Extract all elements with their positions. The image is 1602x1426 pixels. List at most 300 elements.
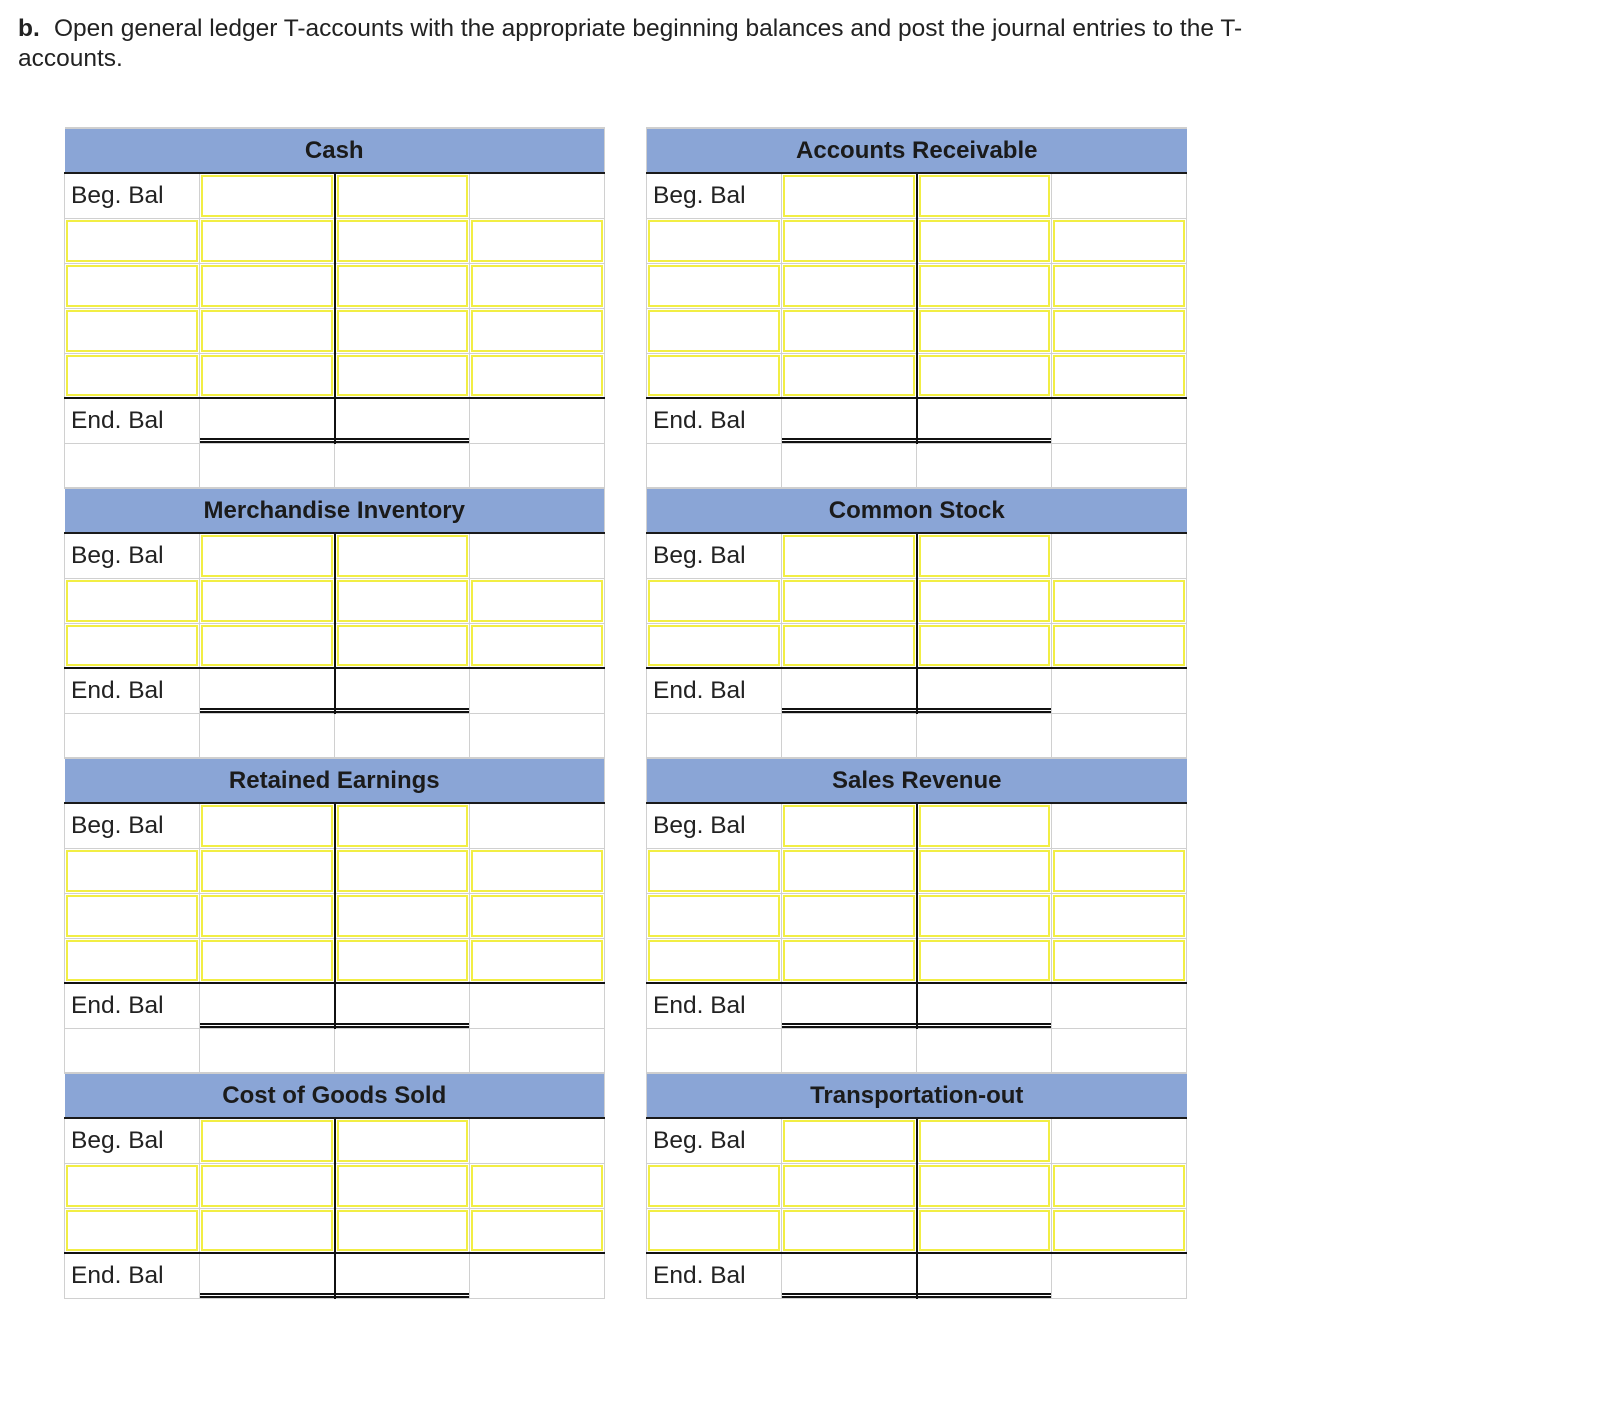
column-gap (605, 1073, 647, 1118)
entry-row (65, 353, 1187, 398)
sales-revenue-debit-cell (782, 848, 917, 893)
sales-revenue-ref-right-input-3[interactable] (1053, 940, 1185, 982)
cost-of-goods-sold-beg-bal-credit-cell (335, 1118, 470, 1163)
retained-earnings-ref-right-cell (470, 938, 605, 983)
common-stock-ref-left-input-1[interactable] (648, 580, 780, 622)
common-stock-end-bal-label: End. Bal (647, 668, 782, 713)
sales-revenue-beg-bal-debit-cell (782, 803, 917, 848)
common-stock-ref-right-input-2[interactable] (1053, 625, 1185, 667)
retained-earnings-ref-left-cell (65, 893, 200, 938)
transportation-out-end-bal-blank (1052, 1253, 1187, 1298)
cost-of-goods-sold-credit-cell (335, 1163, 470, 1208)
transportation-out-ref-left-cell (647, 1163, 782, 1208)
merchandise-inventory-beg-bal-label: Beg. Bal (65, 533, 200, 578)
cash-ref-left-input-1[interactable] (66, 220, 198, 262)
retained-earnings-ref-left-input-2[interactable] (66, 895, 198, 937)
accounts-receivable-beg-bal-credit-cell (917, 173, 1052, 218)
accounts-receivable-ref-right-cell (1052, 218, 1187, 263)
cash-debit-input-3[interactable] (201, 310, 333, 352)
end-bal-row (65, 668, 1187, 713)
entry-row (65, 623, 1187, 668)
retained-earnings-credit-input-2[interactable] (337, 895, 469, 937)
cost-of-goods-sold-end-bal-debit (200, 1253, 335, 1298)
cost-of-goods-sold-ref-right-input-2[interactable] (471, 1210, 603, 1252)
transportation-out-beg-bal-blank (1052, 1118, 1187, 1163)
accounts-receivable-end-bal-credit (917, 398, 1052, 443)
retained-earnings-ref-right-input-1[interactable] (471, 850, 603, 892)
cash-ref-right-cell (470, 308, 605, 353)
spacer-cell (1052, 1028, 1187, 1073)
spacer-cell (335, 1028, 470, 1073)
common-stock-ref-left-input-2[interactable] (648, 625, 780, 667)
accounts-receivable-credit-input-2[interactable] (919, 265, 1051, 307)
end-bal-row (65, 1253, 1187, 1298)
cash-beg-bal-blank (470, 173, 605, 218)
cash-ref-right-cell (470, 263, 605, 308)
entry-row (65, 938, 1187, 983)
transportation-out-ref-right-input-2[interactable] (1053, 1210, 1185, 1252)
column-gap (605, 398, 647, 443)
accounts-receivable-ref-left-cell (647, 218, 782, 263)
spacer-cell (647, 1028, 782, 1073)
sales-revenue-credit-cell (917, 938, 1052, 983)
merchandise-inventory-debit-input-2[interactable] (201, 625, 333, 667)
accounts-receivable-debit-input-4[interactable] (783, 355, 915, 397)
transportation-out-end-bal-debit (782, 1253, 917, 1298)
cash-ref-right-input-4[interactable] (471, 355, 603, 397)
merchandise-inventory-ref-right-input-2[interactable] (471, 625, 603, 667)
cash-ref-right-input-1[interactable] (471, 220, 603, 262)
transportation-out-ref-left-input-2[interactable] (648, 1210, 780, 1252)
cost-of-goods-sold-credit-input-2[interactable] (337, 1210, 469, 1252)
retained-earnings-credit-cell (335, 848, 470, 893)
cash-credit-input-3[interactable] (337, 310, 469, 352)
retained-earnings-ref-right-cell (470, 893, 605, 938)
transportation-out-ref-right-cell (1052, 1208, 1187, 1253)
sales-revenue-ref-right-cell (1052, 893, 1187, 938)
transportation-out-debit-input-1[interactable] (783, 1165, 915, 1207)
column-gap (605, 938, 647, 983)
sales-revenue-debit-input-1[interactable] (783, 850, 915, 892)
spacer-row (65, 713, 1187, 758)
common-stock-beg-bal-credit-input-0[interactable] (919, 535, 1051, 577)
spacer-cell (647, 713, 782, 758)
merchandise-inventory-beg-bal-blank (470, 533, 605, 578)
column-gap (605, 578, 647, 623)
transportation-out-debit-input-2[interactable] (783, 1210, 915, 1252)
cost-of-goods-sold-debit-cell (200, 1163, 335, 1208)
sales-revenue-beg-bal-debit-input-0[interactable] (783, 805, 915, 847)
common-stock-ref-right-cell (1052, 578, 1187, 623)
cash-ref-left-cell (65, 218, 200, 263)
cost-of-goods-sold-end-bal-label: End. Bal (65, 1253, 200, 1298)
transportation-out-end-bal-credit (917, 1253, 1052, 1298)
spacer-cell (470, 1028, 605, 1073)
merchandise-inventory-end-bal-credit (335, 668, 470, 713)
retained-earnings-debit-cell (200, 848, 335, 893)
cash-credit-cell (335, 353, 470, 398)
accounts-receivable-credit-cell (917, 353, 1052, 398)
cost-of-goods-sold-ref-left-cell (65, 1163, 200, 1208)
cost-of-goods-sold-ref-right-cell (470, 1208, 605, 1253)
transportation-out-ref-left-cell (647, 1208, 782, 1253)
cash-ref-right-input-3[interactable] (471, 310, 603, 352)
column-gap (605, 623, 647, 668)
transportation-out-beg-bal-label: Beg. Bal (647, 1118, 782, 1163)
sales-revenue-end-bal-credit (917, 983, 1052, 1028)
accounts-receivable-debit-cell (782, 308, 917, 353)
retained-earnings-end-bal-credit (335, 983, 470, 1028)
cost-of-goods-sold-debit-input-2[interactable] (201, 1210, 333, 1252)
beg-bal-row (65, 533, 1187, 578)
transportation-out-beg-bal-credit-input-0[interactable] (919, 1120, 1051, 1162)
accounts-receivable-ref-right-cell (1052, 353, 1187, 398)
common-stock-debit-cell (782, 578, 917, 623)
retained-earnings-beg-bal-credit-cell (335, 803, 470, 848)
transportation-out-beg-bal-debit-input-0[interactable] (783, 1120, 915, 1162)
retained-earnings-debit-cell (200, 893, 335, 938)
cost-of-goods-sold-ref-left-input-1[interactable] (66, 1165, 198, 1207)
transportation-out-credit-cell (917, 1208, 1052, 1253)
cash-credit-cell (335, 263, 470, 308)
entry-row (65, 848, 1187, 893)
column-gap (605, 173, 647, 218)
cost-of-goods-sold-ref-left-input-2[interactable] (66, 1210, 198, 1252)
sales-revenue-credit-cell (917, 848, 1052, 893)
cash-ref-right-cell (470, 218, 605, 263)
accounts-receivable-ref-left-input-1[interactable] (648, 220, 780, 262)
spacer-cell (782, 713, 917, 758)
sales-revenue-ref-left-cell (647, 938, 782, 983)
sales-revenue-debit-cell (782, 893, 917, 938)
cost-of-goods-sold-debit-input-1[interactable] (201, 1165, 333, 1207)
spacer-cell (65, 713, 200, 758)
common-stock-beg-bal-credit-cell (917, 533, 1052, 578)
spacer-row (65, 1028, 1187, 1073)
spacer-cell (1052, 443, 1187, 488)
cost-of-goods-sold-debit-cell (200, 1208, 335, 1253)
accounts-receivable-credit-input-1[interactable] (919, 220, 1051, 262)
sales-revenue-end-bal-label: End. Bal (647, 983, 782, 1028)
transportation-out-debit-cell (782, 1208, 917, 1253)
accounts-receivable-ref-right-cell (1052, 263, 1187, 308)
end-bal-row (65, 398, 1187, 443)
sales-revenue-beg-bal-label: Beg. Bal (647, 803, 782, 848)
sales-revenue-beg-bal-blank (1052, 803, 1187, 848)
accounts-receivable-ref-right-input-2[interactable] (1053, 265, 1185, 307)
cash-beg-bal-debit-cell (200, 173, 335, 218)
beg-bal-row (65, 803, 1187, 848)
column-gap (605, 1163, 647, 1208)
merchandise-inventory-credit-input-2[interactable] (337, 625, 469, 667)
retained-earnings-beg-bal-credit-input-0[interactable] (337, 805, 469, 847)
cost-of-goods-sold-credit-cell (335, 1208, 470, 1253)
column-gap (605, 758, 647, 803)
cash-credit-input-2[interactable] (337, 265, 469, 307)
common-stock-credit-cell (917, 623, 1052, 668)
beg-bal-row (65, 173, 1187, 218)
entry-row (65, 578, 1187, 623)
sales-revenue-beg-bal-credit-cell (917, 803, 1052, 848)
column-gap (605, 308, 647, 353)
cash-ref-left-input-4[interactable] (66, 355, 198, 397)
retained-earnings-ref-right-input-2[interactable] (471, 895, 603, 937)
cash-credit-input-4[interactable] (337, 355, 469, 397)
sales-revenue-ref-left-input-3[interactable] (648, 940, 780, 982)
retained-earnings-credit-input-1[interactable] (337, 850, 469, 892)
accounts-receivable-debit-input-3[interactable] (783, 310, 915, 352)
spacer-cell (470, 713, 605, 758)
spacer-cell (1052, 713, 1187, 758)
accounts-receivable-ref-left-input-4[interactable] (648, 355, 780, 397)
merchandise-inventory-end-bal-label: End. Bal (65, 668, 200, 713)
merchandise-inventory-credit-cell (335, 623, 470, 668)
merchandise-inventory-ref-left-input-2[interactable] (66, 625, 198, 667)
retained-earnings-debit-input-2[interactable] (201, 895, 333, 937)
cash-debit-input-4[interactable] (201, 355, 333, 397)
sales-revenue-ref-left-input-1[interactable] (648, 850, 780, 892)
column-gap (605, 443, 647, 488)
retained-earnings-ref-right-input-3[interactable] (471, 940, 603, 982)
spacer-cell (200, 443, 335, 488)
cash-end-bal-credit (335, 398, 470, 443)
cash-ref-right-input-2[interactable] (471, 265, 603, 307)
cash-ref-left-input-3[interactable] (66, 310, 198, 352)
spacer-cell (200, 1028, 335, 1073)
cost-of-goods-sold-ref-left-cell (65, 1208, 200, 1253)
cost-of-goods-sold-credit-input-1[interactable] (337, 1165, 469, 1207)
sales-revenue-ref-right-cell (1052, 848, 1187, 893)
transportation-out-credit-cell (917, 1163, 1052, 1208)
accounts-receivable-debit-input-1[interactable] (783, 220, 915, 262)
sales-revenue-debit-cell (782, 938, 917, 983)
sales-revenue-end-bal-debit (782, 983, 917, 1028)
accounts-receivable-beg-bal-debit-input-0[interactable] (783, 175, 915, 217)
common-stock-credit-input-2[interactable] (919, 625, 1051, 667)
retained-earnings-beg-bal-debit-cell (200, 803, 335, 848)
spacer-cell (65, 443, 200, 488)
retained-earnings-beg-bal-blank (470, 803, 605, 848)
transportation-out-beg-bal-credit-cell (917, 1118, 1052, 1163)
cash-ref-left-cell (65, 308, 200, 353)
merchandise-inventory-beg-bal-credit-input-0[interactable] (337, 535, 469, 577)
sales-revenue-beg-bal-credit-input-0[interactable] (919, 805, 1051, 847)
column-gap (605, 893, 647, 938)
retained-earnings-credit-cell (335, 938, 470, 983)
cash-ref-right-cell (470, 353, 605, 398)
transportation-out-credit-input-2[interactable] (919, 1210, 1051, 1252)
column-gap (605, 263, 647, 308)
transportation-out-account-title: Transportation-out (647, 1073, 1187, 1118)
accounts-receivable-beg-bal-credit-input-0[interactable] (919, 175, 1051, 217)
merchandise-inventory-ref-right-cell (470, 578, 605, 623)
retained-earnings-debit-input-1[interactable] (201, 850, 333, 892)
cost-of-goods-sold-end-bal-blank (470, 1253, 605, 1298)
sales-revenue-ref-left-input-2[interactable] (648, 895, 780, 937)
cash-credit-input-1[interactable] (337, 220, 469, 262)
retained-earnings-debit-input-3[interactable] (201, 940, 333, 982)
merchandise-inventory-beg-bal-debit-cell (200, 533, 335, 578)
accounts-receivable-ref-right-cell (1052, 308, 1187, 353)
retained-earnings-end-bal-blank (470, 983, 605, 1028)
merchandise-inventory-ref-left-cell (65, 578, 200, 623)
transportation-out-beg-bal-debit-cell (782, 1118, 917, 1163)
accounts-receivable-end-bal-label: End. Bal (647, 398, 782, 443)
cost-of-goods-sold-beg-bal-debit-cell (200, 1118, 335, 1163)
retained-earnings-ref-left-input-1[interactable] (66, 850, 198, 892)
sales-revenue-debit-input-3[interactable] (783, 940, 915, 982)
transportation-out-ref-left-input-1[interactable] (648, 1165, 780, 1207)
header-row (65, 488, 1187, 533)
sales-revenue-ref-right-input-1[interactable] (1053, 850, 1185, 892)
retained-earnings-credit-input-3[interactable] (337, 940, 469, 982)
cash-debit-cell (200, 218, 335, 263)
merchandise-inventory-ref-right-cell (470, 623, 605, 668)
common-stock-ref-left-cell (647, 623, 782, 668)
cost-of-goods-sold-beg-bal-debit-input-0[interactable] (201, 1120, 333, 1162)
spacer-cell (782, 1028, 917, 1073)
cash-beg-bal-label: Beg. Bal (65, 173, 200, 218)
accounts-receivable-credit-input-3[interactable] (919, 310, 1051, 352)
transportation-out-debit-cell (782, 1163, 917, 1208)
common-stock-end-bal-debit (782, 668, 917, 713)
column-gap (605, 533, 647, 578)
merchandise-inventory-ref-right-input-1[interactable] (471, 580, 603, 622)
question-prompt (18, 14, 1278, 74)
spacer-cell (917, 443, 1052, 488)
retained-earnings-end-bal-label: End. Bal (65, 983, 200, 1028)
common-stock-credit-cell (917, 578, 1052, 623)
t-accounts-ledger (64, 127, 1187, 1299)
sales-revenue-debit-input-2[interactable] (783, 895, 915, 937)
transportation-out-credit-input-1[interactable] (919, 1165, 1051, 1207)
merchandise-inventory-end-bal-blank (470, 668, 605, 713)
column-gap (605, 488, 647, 533)
common-stock-end-bal-credit (917, 668, 1052, 713)
accounts-receivable-debit-input-2[interactable] (783, 265, 915, 307)
common-stock-end-bal-blank (1052, 668, 1187, 713)
merchandise-inventory-beg-bal-debit-input-0[interactable] (201, 535, 333, 577)
cash-end-bal-label: End. Bal (65, 398, 200, 443)
sales-revenue-ref-right-cell (1052, 938, 1187, 983)
spacer-cell (782, 443, 917, 488)
accounts-receivable-beg-bal-label: Beg. Bal (647, 173, 782, 218)
merchandise-inventory-credit-cell (335, 578, 470, 623)
retained-earnings-credit-cell (335, 893, 470, 938)
merchandise-inventory-end-bal-debit (200, 668, 335, 713)
cost-of-goods-sold-beg-bal-label: Beg. Bal (65, 1118, 200, 1163)
question-label: b. (18, 15, 40, 42)
merchandise-inventory-beg-bal-credit-cell (335, 533, 470, 578)
beg-bal-row (65, 1118, 1187, 1163)
spacer-cell (335, 443, 470, 488)
accounts-receivable-debit-cell (782, 218, 917, 263)
retained-earnings-ref-left-cell (65, 938, 200, 983)
cash-beg-bal-debit-input-0[interactable] (201, 175, 333, 217)
cash-debit-input-1[interactable] (201, 220, 333, 262)
accounts-receivable-credit-cell (917, 263, 1052, 308)
retained-earnings-ref-left-cell (65, 848, 200, 893)
retained-earnings-beg-bal-debit-input-0[interactable] (201, 805, 333, 847)
column-gap (605, 1208, 647, 1253)
cash-debit-cell (200, 353, 335, 398)
header-row (65, 758, 1187, 803)
merchandise-inventory-ref-left-input-1[interactable] (66, 580, 198, 622)
cash-end-bal-debit (200, 398, 335, 443)
entry-row (65, 218, 1187, 263)
entry-row (65, 1163, 1187, 1208)
entry-row (65, 1208, 1187, 1253)
accounts-receivable-end-bal-blank (1052, 398, 1187, 443)
retained-earnings-end-bal-debit (200, 983, 335, 1028)
sales-revenue-ref-left-cell (647, 893, 782, 938)
accounts-receivable-debit-cell (782, 353, 917, 398)
cash-beg-bal-credit-cell (335, 173, 470, 218)
retained-earnings-debit-cell (200, 938, 335, 983)
retained-earnings-beg-bal-label: Beg. Bal (65, 803, 200, 848)
accounts-receivable-account-title: Accounts Receivable (647, 128, 1187, 173)
common-stock-ref-left-cell (647, 578, 782, 623)
common-stock-ref-right-input-1[interactable] (1053, 580, 1185, 622)
header-row (65, 128, 1187, 173)
cost-of-goods-sold-ref-right-input-1[interactable] (471, 1165, 603, 1207)
accounts-receivable-credit-cell (917, 218, 1052, 263)
question-text: Open general ledger T-accounts with the appropriate beginning balances and post the journal entries to the T-accounts. (18, 15, 1243, 72)
sales-revenue-credit-input-1[interactable] (919, 850, 1051, 892)
accounts-receivable-ref-left-input-2[interactable] (648, 265, 780, 307)
transportation-out-ref-right-input-1[interactable] (1053, 1165, 1185, 1207)
cash-ref-left-input-2[interactable] (66, 265, 198, 307)
common-stock-debit-input-2[interactable] (783, 625, 915, 667)
cash-beg-bal-credit-input-0[interactable] (337, 175, 469, 217)
retained-earnings-ref-right-cell (470, 848, 605, 893)
common-stock-credit-input-1[interactable] (919, 580, 1051, 622)
common-stock-beg-bal-debit-input-0[interactable] (783, 535, 915, 577)
cash-ref-left-cell (65, 353, 200, 398)
retained-earnings-ref-left-input-3[interactable] (66, 940, 198, 982)
accounts-receivable-ref-left-cell (647, 308, 782, 353)
common-stock-ref-right-cell (1052, 623, 1187, 668)
common-stock-beg-bal-debit-cell (782, 533, 917, 578)
merchandise-inventory-debit-input-1[interactable] (201, 580, 333, 622)
cash-debit-input-2[interactable] (201, 265, 333, 307)
entry-row (65, 893, 1187, 938)
accounts-receivable-credit-input-4[interactable] (919, 355, 1051, 397)
entry-row (65, 308, 1187, 353)
cash-end-bal-blank (470, 398, 605, 443)
merchandise-inventory-credit-input-1[interactable] (337, 580, 469, 622)
sales-revenue-credit-input-2[interactable] (919, 895, 1051, 937)
accounts-receivable-ref-right-input-4[interactable] (1053, 355, 1185, 397)
cash-debit-cell (200, 263, 335, 308)
common-stock-debit-cell (782, 623, 917, 668)
sales-revenue-credit-input-3[interactable] (919, 940, 1051, 982)
accounts-receivable-beg-bal-debit-cell (782, 173, 917, 218)
cost-of-goods-sold-ref-right-cell (470, 1163, 605, 1208)
column-gap (605, 1118, 647, 1163)
accounts-receivable-ref-right-input-3[interactable] (1053, 310, 1185, 352)
spacer-cell (647, 443, 782, 488)
cost-of-goods-sold-beg-bal-credit-input-0[interactable] (337, 1120, 469, 1162)
common-stock-debit-input-1[interactable] (783, 580, 915, 622)
sales-revenue-ref-right-input-2[interactable] (1053, 895, 1185, 937)
header-row (65, 1073, 1187, 1118)
accounts-receivable-debit-cell (782, 263, 917, 308)
cash-debit-cell (200, 308, 335, 353)
accounts-receivable-end-bal-debit (782, 398, 917, 443)
accounts-receivable-ref-right-input-1[interactable] (1053, 220, 1185, 262)
accounts-receivable-ref-left-input-3[interactable] (648, 310, 780, 352)
